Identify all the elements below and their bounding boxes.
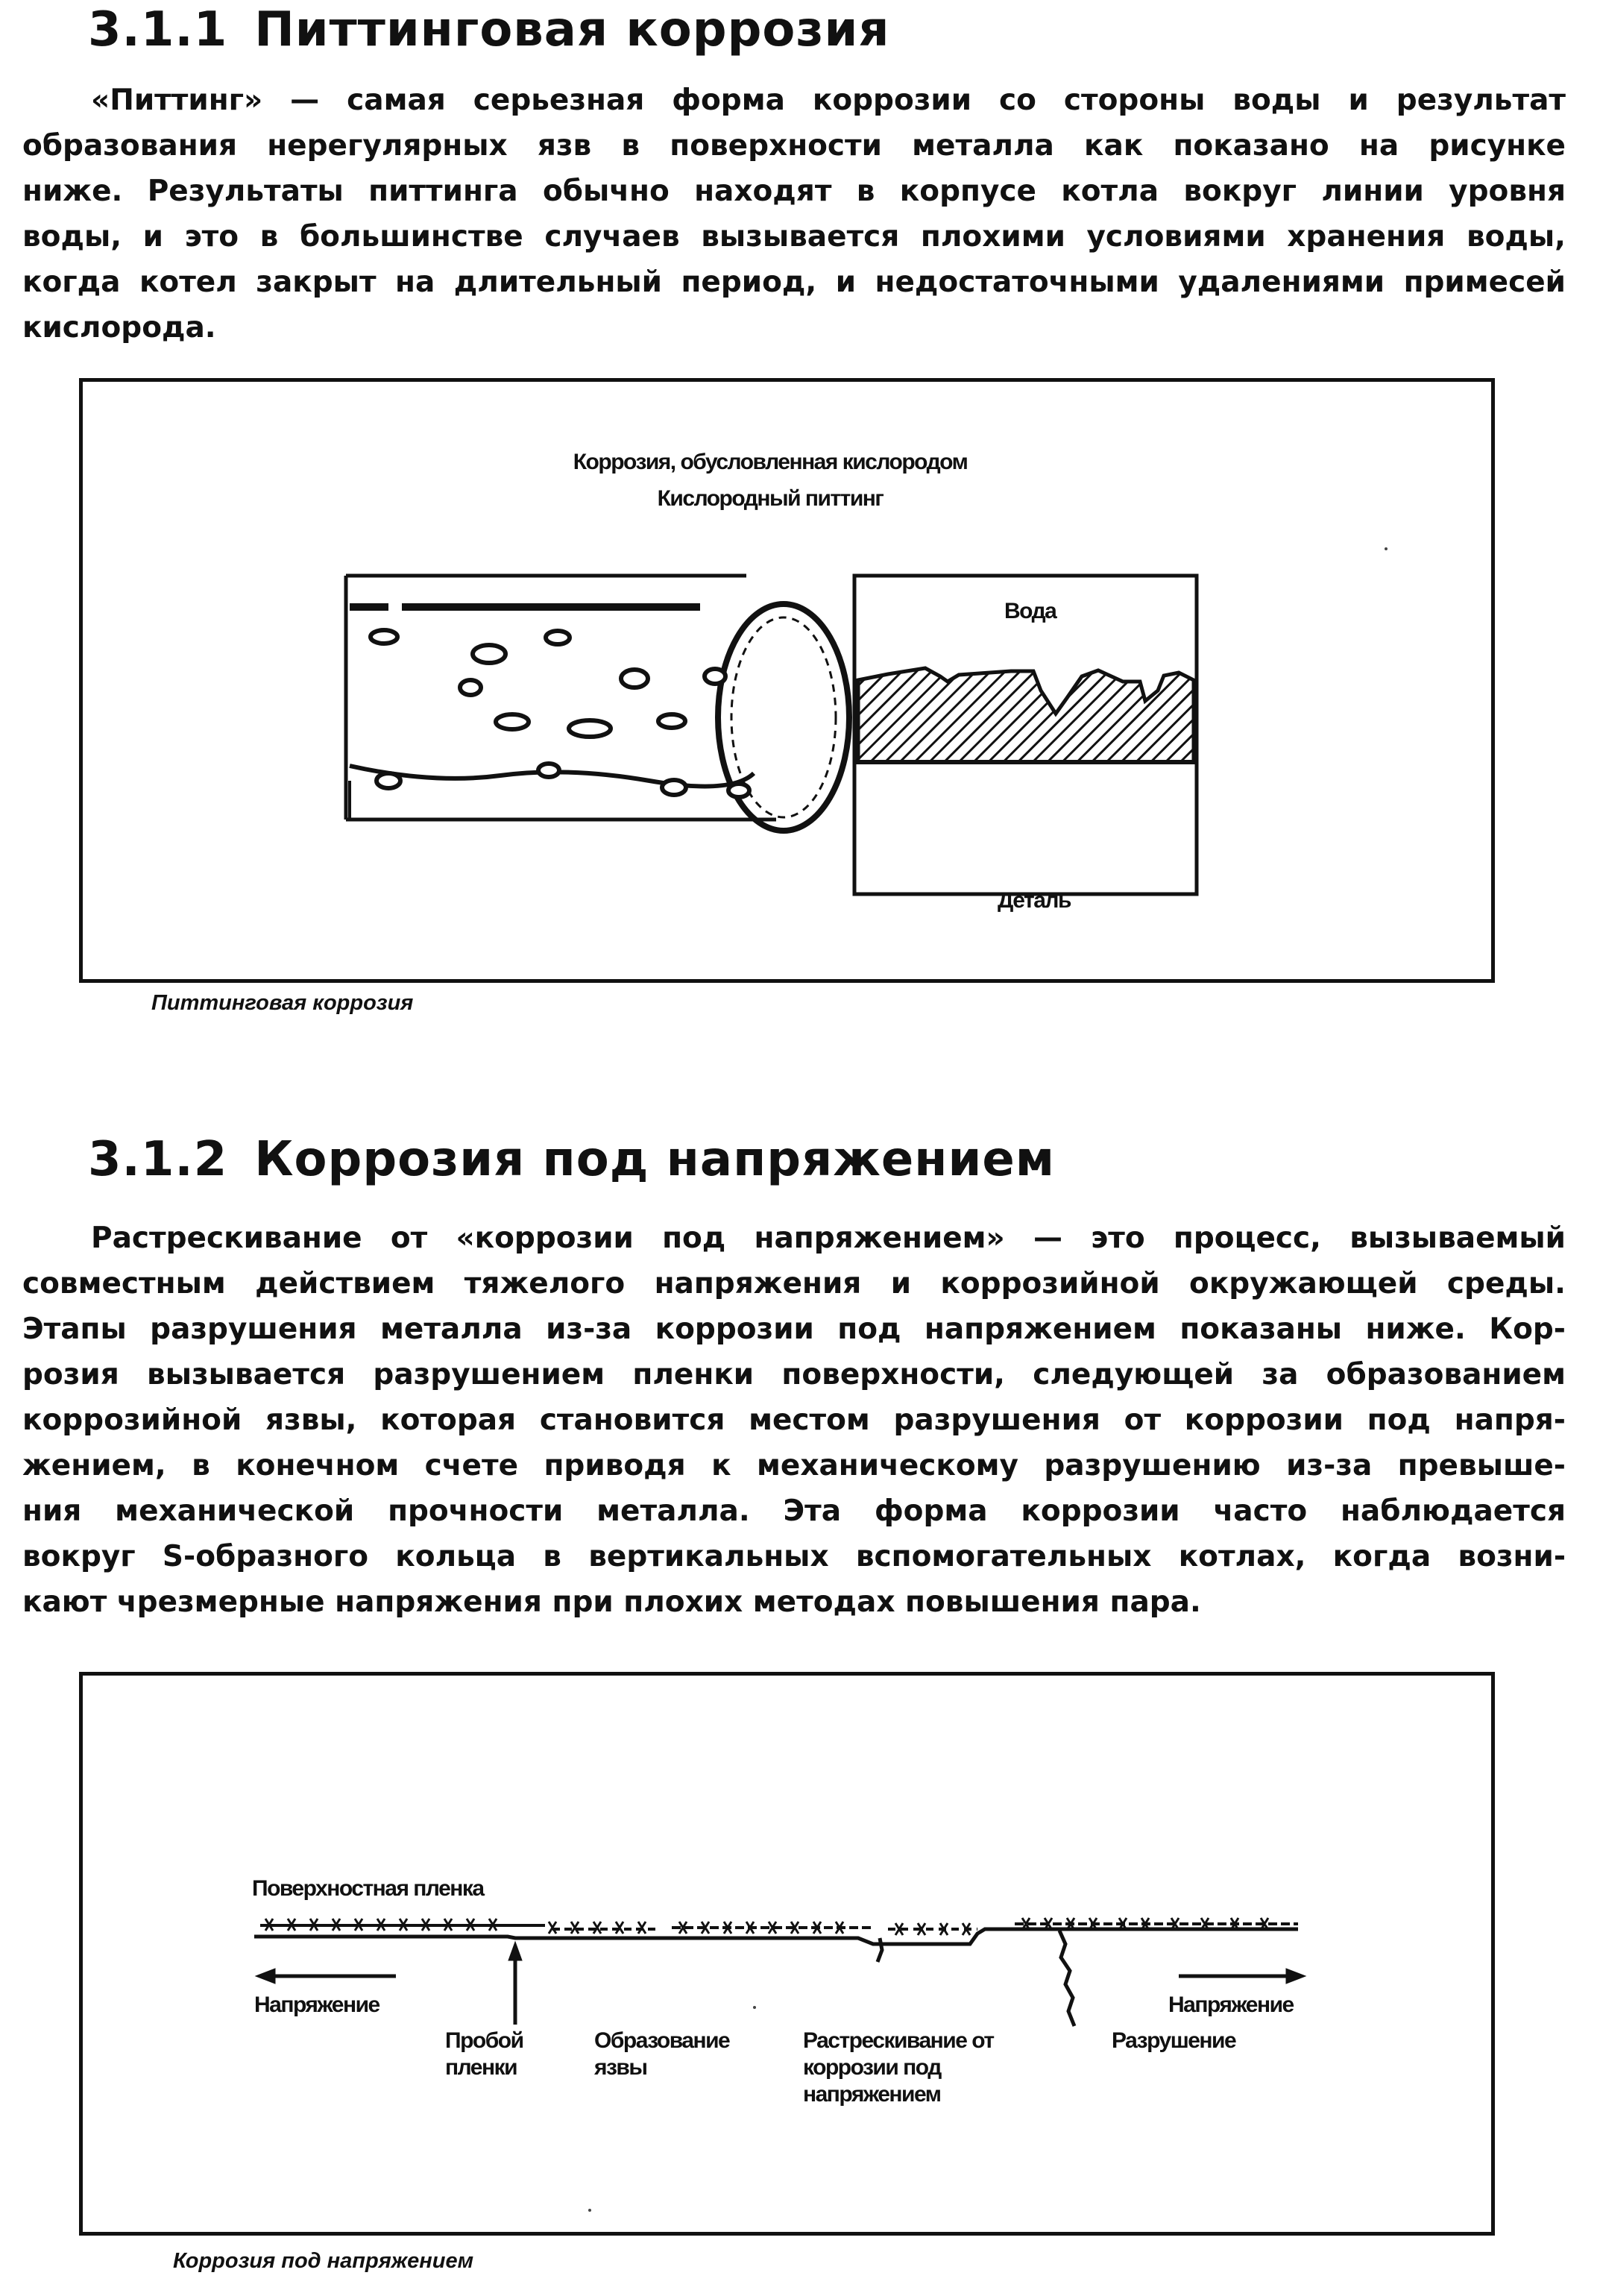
paragraph-line: «Питтинг» — самая серьезная форма коррозии со стороны воды и результат (91, 84, 1566, 117)
paragraph-line: ниже. Результаты питтинга обычно находят в корпусе котла вокруг линии уровня (22, 174, 1566, 208)
pipe-drawing (346, 576, 849, 831)
paragraph-line: когда котел закрыт на длительный период, и недостаточными удалениями примесей (22, 265, 1566, 299)
pit-marks (371, 630, 749, 797)
label-surface-film: Поверхностная пленка (252, 1876, 484, 1901)
label-line: Растрескивание от (803, 2028, 994, 2053)
paragraph-line: Растрескивание от «коррозии под напряжением» — это процесс, вызываемый (91, 1221, 1566, 1255)
label-stress-left: Напряжение (254, 1993, 379, 2017)
section-number: 3.1.2 (88, 1132, 228, 1187)
figure-caption-pitting: Питтинговая коррозия (151, 991, 414, 1015)
section-heading-pitting (88, 2, 890, 57)
paragraph-line: совместным действием тяжелого напряжения и коррозийной окружающей среды. (22, 1267, 1566, 1300)
section-heading-stress-corrosion (88, 1132, 1056, 1187)
paragraph-line: кают чрезмерные напряжения при плохих методах повышения пара. (22, 1585, 1201, 1619)
label-line: Образование (594, 2028, 730, 2053)
label-line: пленки (445, 2055, 517, 2080)
label-line: напряжением (803, 2082, 941, 2107)
film-breakdown-arrow (508, 1942, 522, 2025)
paragraph-line: коррозийной язвы, которая становится местом разрушения от коррозии под напря- (22, 1403, 1566, 1437)
label-water: Вода (1004, 599, 1056, 623)
paragraph-line: воды, и это в большинстве случаев вызывается плохими условиями хранения воды, (22, 220, 1566, 254)
stress-arrows (256, 1969, 1305, 1984)
paragraph-line: жением, в конечном счете приводя к механическому разрушению из-за превыше- (22, 1449, 1566, 1482)
section-number: 3.1.1 (88, 2, 228, 57)
paragraph-line: розия вызывается разрушением пленки поверхности, следующей за образованием (22, 1358, 1566, 1391)
label-line: коррозии под (803, 2055, 941, 2080)
pitting-paragraph (22, 78, 1566, 350)
figure-title-2: Кислородный питтинг (657, 486, 884, 511)
label-stress-right: Напряжение (1168, 1993, 1294, 2017)
section-title: Питтинговая коррозия (254, 2, 890, 57)
figure-title-1: Коррозия, обусловленная кислородом (573, 450, 968, 474)
pitting-figure (79, 378, 1495, 983)
paragraph-line: кислорода. (22, 311, 216, 345)
label-pit-formation (594, 2028, 729, 2081)
label-part: Деталь (998, 888, 1071, 913)
stress-corrosion-paragraph (22, 1215, 1566, 1625)
label-line: Пробой (445, 2028, 523, 2053)
surface-film-line (254, 1924, 1298, 1944)
paragraph-line: образования нерегулярных язв в поверхности металла как показано на рисунке (22, 129, 1566, 163)
label-line: язвы (594, 2055, 647, 2080)
paragraph-line: ния механической прочности металла. Эта форма коррозии часто наблюдается (22, 1494, 1566, 1528)
label-film-breakdown (445, 2028, 523, 2081)
stress-corrosion-figure (79, 1672, 1495, 2236)
label-stress-corrosion-cracking (803, 2028, 994, 2108)
figure-caption-stress-corrosion: Коррозия под напряжением (173, 2249, 474, 2273)
stress-corrosion-diagram (83, 1676, 1495, 2236)
paragraph-line: Этапы разрушения металла из-за коррозии под напряжением показаны ниже. Кор- (22, 1312, 1566, 1346)
section-title: Коррозия под напряжением (254, 1132, 1056, 1187)
paragraph-line: вокруг S-образного кольца в вертикальных вспомогательных котлах, когда возни- (22, 1540, 1566, 1573)
label-failure: Разрушение (1112, 2028, 1236, 2053)
